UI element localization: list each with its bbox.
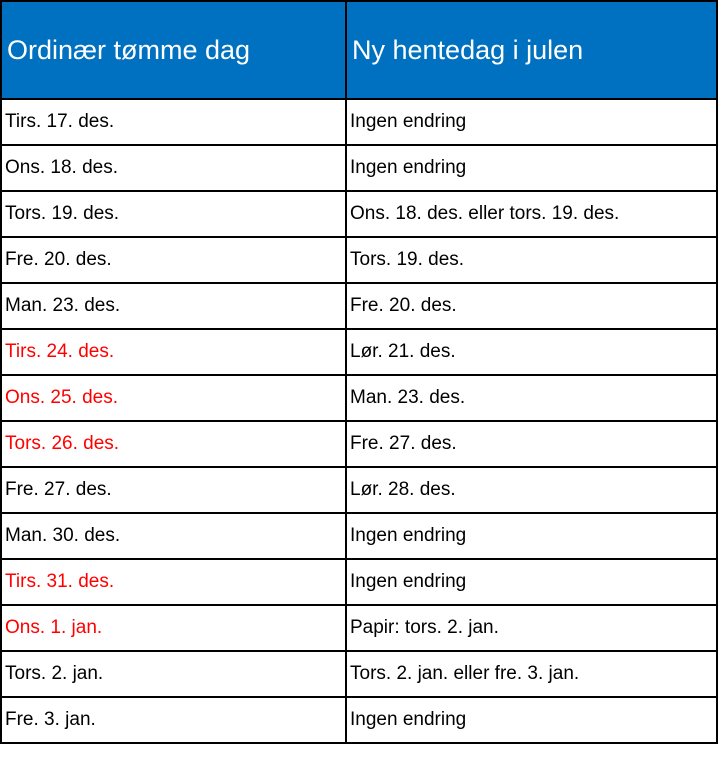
- ordinary-day-cell: Tirs. 17. des.: [1, 99, 346, 145]
- table-row: [1, 421, 717, 467]
- ordinary-day-cell: Ons. 18. des.: [1, 145, 346, 191]
- new-day-cell: Fre. 27. des.: [346, 421, 717, 467]
- new-day-cell: Fre. 20. des.: [346, 283, 717, 329]
- ordinary-day-cell: Tirs. 24. des.: [1, 329, 346, 375]
- table-row: [1, 329, 717, 375]
- table-row: [1, 99, 717, 145]
- table-row: [1, 467, 717, 513]
- ordinary-day-cell: Ons. 1. jan.: [1, 605, 346, 651]
- header-new-pickup-day: Ny hentedag i julen: [346, 1, 717, 99]
- new-day-cell: Ons. 18. des. eller tors. 19. des.: [346, 191, 717, 237]
- table-row: [1, 513, 717, 559]
- header-ordinary-day: Ordinær tømme dag: [1, 1, 346, 99]
- ordinary-day-cell: Tors. 19. des.: [1, 191, 346, 237]
- ordinary-day-cell: Fre. 27. des.: [1, 467, 346, 513]
- table-row: [1, 651, 717, 697]
- new-day-cell: Lør. 21. des.: [346, 329, 717, 375]
- new-day-cell: Ingen endring: [346, 559, 717, 605]
- ordinary-day-cell: Tors. 26. des.: [1, 421, 346, 467]
- new-day-cell: Lør. 28. des.: [346, 467, 717, 513]
- ordinary-day-cell: Ons. 25. des.: [1, 375, 346, 421]
- new-day-cell: Tors. 2. jan. eller fre. 3. jan.: [346, 651, 717, 697]
- ordinary-day-cell: Tirs. 31. des.: [1, 559, 346, 605]
- new-day-cell: Tors. 19. des.: [346, 237, 717, 283]
- table-row: [1, 191, 717, 237]
- table-row: [1, 145, 717, 191]
- ordinary-day-cell: Fre. 3. jan.: [1, 697, 346, 743]
- new-day-cell: Ingen endring: [346, 145, 717, 191]
- table-row: [1, 375, 717, 421]
- schedule-body: [1, 99, 717, 743]
- ordinary-day-cell: Fre. 20. des.: [1, 237, 346, 283]
- table-row: [1, 237, 717, 283]
- new-day-cell: Ingen endring: [346, 99, 717, 145]
- ordinary-day-cell: Tors. 2. jan.: [1, 651, 346, 697]
- table-row: [1, 283, 717, 329]
- new-day-cell: Man. 23. des.: [346, 375, 717, 421]
- table-row: [1, 697, 717, 743]
- ordinary-day-cell: Man. 23. des.: [1, 283, 346, 329]
- table-row: [1, 559, 717, 605]
- ordinary-day-cell: Man. 30. des.: [1, 513, 346, 559]
- new-day-cell: Ingen endring: [346, 697, 717, 743]
- header-row: [1, 1, 717, 99]
- new-day-cell: Papir: tors. 2. jan.: [346, 605, 717, 651]
- table-row: [1, 605, 717, 651]
- new-day-cell: Ingen endring: [346, 513, 717, 559]
